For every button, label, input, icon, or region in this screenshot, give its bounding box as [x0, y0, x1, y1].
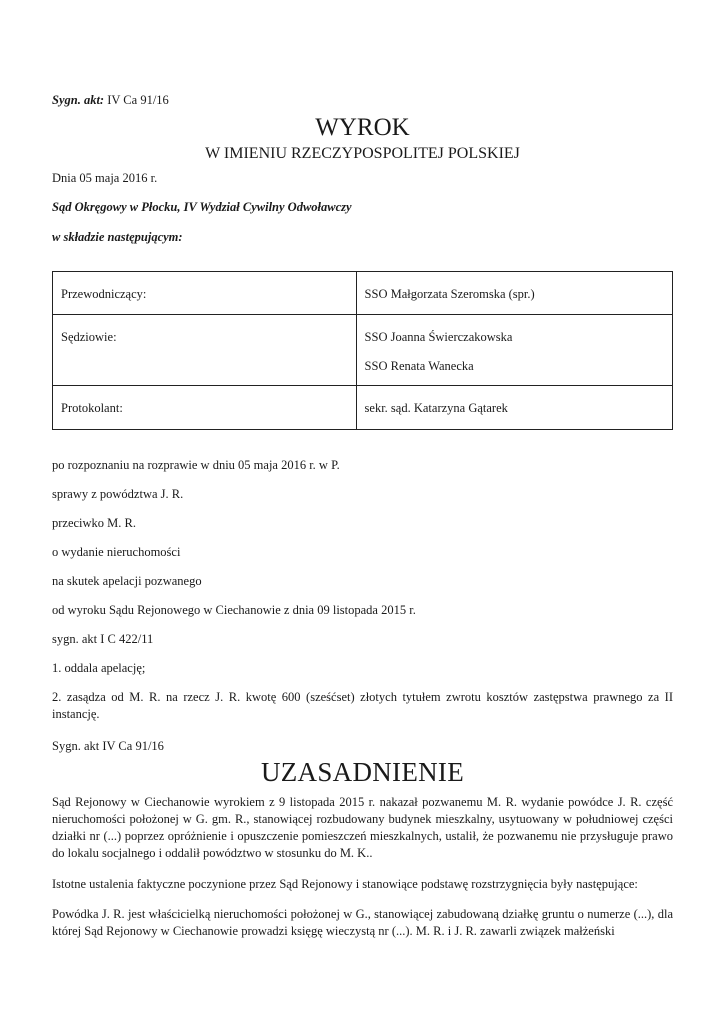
- ruling-item: 1. oddala apelację;: [52, 661, 146, 675]
- judgment-date: Dnia 05 maja 2016 r.: [52, 171, 158, 185]
- role-cell: [53, 386, 357, 430]
- proceedings-line: o wydanie nieruchomości: [52, 545, 181, 559]
- case-signature-label: Sygn. akt:: [52, 93, 105, 107]
- proceedings-line: po rozpoznaniu na rozprawie w dniu 05 maja 2016 r. w P.: [52, 458, 340, 472]
- role-cell: [53, 272, 357, 315]
- role-label: Protokolant:: [61, 401, 123, 415]
- role-label: Przewodniczący:: [61, 287, 147, 301]
- proceedings-line: na skutek apelacji pozwanego: [52, 574, 202, 588]
- composition-row: [53, 315, 673, 386]
- document-subtitle: W IMIENIU RZECZYPOSPOLITEJ POLSKIEJ: [205, 145, 520, 162]
- ruling-item: 2. zasądza od M. R. na rzecz J. R. kwotę 600 (sześćset) złotych tytułem zwrotu kosztów zastępstwa prawnego za II instancję.: [52, 690, 673, 721]
- proceedings-line: przeciwko M. R.: [52, 516, 137, 530]
- justification-paragraph: Powódka J. R. jest właścicielką nieruchomości położonej w G., stanowiącej zabudowaną działkę gruntu o numerze (...), dla której Sąd Rejonowy w Ciechanowie prowadzi księgę wieczystą nr (...). M. R. i J. R. zawarli związek małżeński: [52, 907, 673, 938]
- composition-label: w składzie następującym:: [52, 230, 183, 244]
- member-name: SSO Małgorzata Szeromska (spr.): [364, 287, 535, 301]
- role-label: Sędziowie:: [61, 330, 117, 344]
- justification-paragraph: Sąd Rejonowy w Ciechanowie wyrokiem z 9 listopada 2015 r. nakazał pozwanemu M. R. wydanie powódce J. R. część nieruchomości położonej w G. gm. R., stanowiącej rozbudowany budynek mieszkalny, usytuowany w południowej części działki nr (...) poprzez opróżnienie i opuszczenie pomieszczeń mieszkalnych, ustalił, że pozwanemu nie przysługuje prawo do lokalu socjalnego i oddalił powództwo w stosunku do M. K..: [52, 795, 673, 860]
- member-name: SSO Renata Wanecka: [364, 359, 474, 373]
- role-cell: [53, 315, 357, 386]
- names-cell: [356, 386, 672, 430]
- case-signature-footer: Sygn. akt IV Ca 91/16: [52, 739, 164, 753]
- justification-title: UZASADNIENIE: [260, 757, 465, 787]
- member-name: SSO Joanna Świerczakowska: [364, 330, 513, 344]
- document-title: WYROK: [315, 114, 410, 141]
- names-cell: [356, 272, 672, 315]
- composition-row: [53, 386, 673, 430]
- proceedings-line: sygn. akt I C 422/11: [52, 632, 154, 646]
- proceedings-line: od wyroku Sądu Rejonowego w Ciechanowie z dnia 09 listopada 2015 r.: [52, 603, 416, 617]
- case-signature-value: IV Ca 91/16: [107, 93, 169, 107]
- names-cell: [356, 315, 672, 386]
- court-name: Sąd Okręgowy w Płocku, IV Wydział Cywilny Odwoławczy: [52, 200, 352, 214]
- proceedings-line: sprawy z powództwa J. R.: [52, 487, 184, 501]
- composition-table: [52, 271, 673, 430]
- justification-paragraph: Istotne ustalenia faktyczne poczynione przez Sąd Rejonowy i stanowiące podstawę rozstrzygnięcia były następujące:: [52, 877, 638, 891]
- case-signature: [52, 92, 169, 109]
- member-name: sekr. sąd. Katarzyna Gątarek: [364, 401, 508, 415]
- composition-row: [53, 272, 673, 315]
